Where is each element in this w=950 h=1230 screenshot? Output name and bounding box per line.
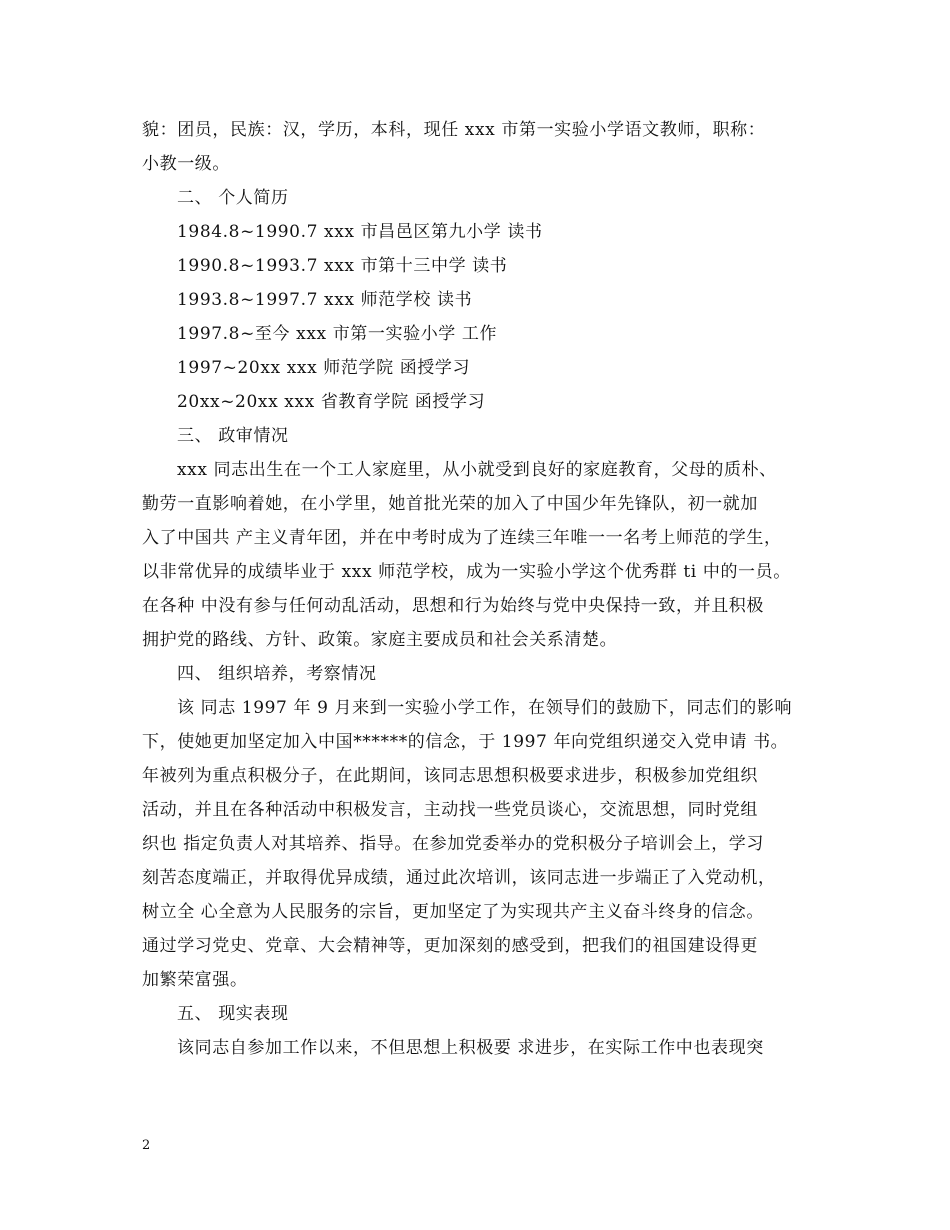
text-line: 该同志自参加工作以来，不但思想上积极要 求进步，在实际工作中也表现突 xyxy=(177,1038,764,1058)
text-line: 下，使她更加坚定加入中国******的信念，于 1997 年向党组织递交入党申请 书。 xyxy=(142,732,789,752)
resume-entry: 20xx~20xx xxx 省教育学院 函授学习 xyxy=(177,392,486,412)
section-heading: 二、 个人简历 xyxy=(177,188,289,208)
text-line: 年被列为重点积极分子，在此期间，该同志思想积极要求进步，积极参加党组织 xyxy=(142,766,758,786)
section-heading: 三、 政审情况 xyxy=(177,426,289,446)
text-line: 活动，并且在各种活动中积极发言，主动找一些党员谈心，交流思想，同时党组 xyxy=(142,800,758,820)
resume-entry: 1993.8~1997.7 xxx 师范学校 读书 xyxy=(177,290,473,310)
text-line: 织也 指定负责人对其培养、指导。在参加党委举办的党积极分子培训会上，学习 xyxy=(142,834,765,854)
text-line: 刻苦态度端正，并取得优异成绩，通过此次培训，该同志进一步端正了入党动机， xyxy=(142,868,776,888)
text-line: 拥护党的路线、方针、政策。家庭主要成员和社会关系清楚。 xyxy=(142,630,618,650)
text-line: 入了中国共 产主义青年团，并在中考时成为了连续三年唯一一名考上师范的学生， xyxy=(142,528,782,548)
text-line: 树立全 心全意为人民服务的宗旨，更加坚定了为实现共产主义奋斗终身的信念。 xyxy=(142,902,765,922)
text-line: 勤劳一直影响着她，在小学里，她首批光荣的加入了中国少年先锋队，初一就加 xyxy=(142,494,758,514)
text-line: xxx 同志出生在一个工人家庭里，从小就受到良好的家庭教育，父母的质朴、 xyxy=(177,460,777,480)
text-line: 加繁荣富强。 xyxy=(142,970,248,990)
text-line: 小教一级。 xyxy=(142,154,230,174)
text-line: 貌：团员，民族：汉，学历，本科，现任 xxx 市第一实验小学语文教师，职称： xyxy=(142,120,766,140)
section-heading: 四、 组织培养，考察情况 xyxy=(177,664,377,684)
section-heading: 五、 现实表现 xyxy=(177,1004,289,1024)
text-line: 以非常优异的成绩毕业于 xxx 师范学校，成为一实验小学这个优秀群 ti 中的一员。 xyxy=(142,562,791,582)
text-line: 在各种 中没有参与任何动乱活动，思想和行为始终与党中央保持一致，并且积极 xyxy=(142,596,765,616)
resume-entry: 1997.8~至今 xxx 市第一实验小学 工作 xyxy=(177,324,498,344)
text-line: 通过学习党史、党章、大会精神等，更加深刻的感受到，把我们的祖国建设得更 xyxy=(142,936,758,956)
resume-entry: 1997~20xx xxx 师范学院 函授学习 xyxy=(177,358,471,378)
resume-entry: 1990.8~1993.7 xxx 市第十三中学 读书 xyxy=(177,256,508,276)
page-number: 2 xyxy=(142,1138,151,1153)
resume-entry: 1984.8~1990.7 xxx 市昌邑区第九小学 读书 xyxy=(177,222,543,242)
text-line: 该 同志 1997 年 9 月来到一实验小学工作，在领导们的鼓励下，同志们的影响 xyxy=(177,698,793,718)
